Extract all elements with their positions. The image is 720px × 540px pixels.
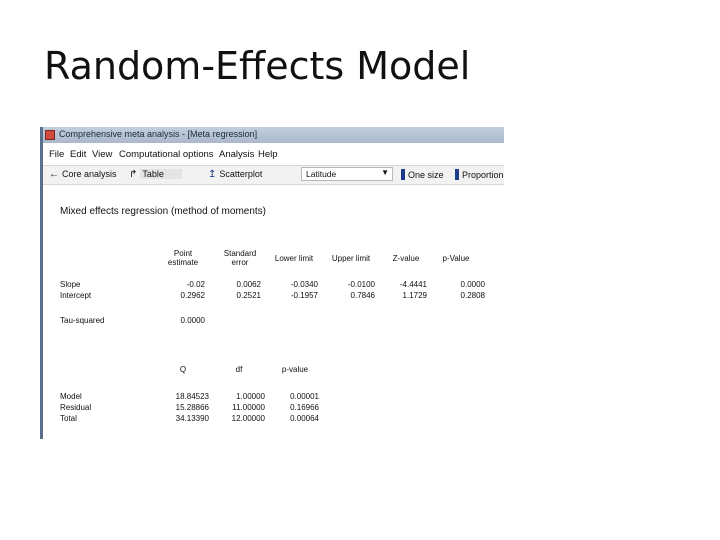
residual-df: 11.00000: [232, 403, 265, 412]
total-q: 34.13390: [175, 414, 209, 423]
slope-lower: -0.0340: [290, 280, 318, 289]
header-standard-error: [215, 249, 265, 267]
row-label-slope: Slope: [60, 280, 81, 289]
total-df: 12.00000: [231, 414, 265, 423]
covariate-select[interactable]: [301, 167, 393, 181]
slope-upper: -0.0100: [347, 280, 375, 289]
menu-analysis[interactable]: Analysis: [219, 149, 255, 160]
header-se-line1: Standard: [223, 249, 257, 258]
model-q: 18.84523: [175, 392, 209, 401]
window-titlebar[interactable]: [43, 127, 504, 143]
residual-p: 0.16966: [290, 403, 319, 412]
row-label-total: Total: [60, 414, 77, 423]
report-heading: Mixed effects regression (method of moments): [60, 206, 267, 217]
header-point-line2: estimate: [167, 258, 199, 267]
total-p: 0.00064: [290, 414, 319, 423]
menu-computational-options[interactable]: Computational options: [119, 149, 214, 160]
intercept-lower: -0.1957: [290, 291, 318, 300]
menu-edit[interactable]: Edit: [70, 149, 87, 160]
menubar: [43, 147, 504, 163]
back-arrow-icon: ←: [49, 169, 59, 180]
residual-q: 15.28866: [175, 403, 209, 412]
window-title: Comprehensive meta analysis - [Meta regression]: [59, 129, 258, 139]
tau-squared-value: 0.0000: [180, 316, 205, 325]
table-button[interactable]: [129, 169, 182, 180]
chevron-down-icon: ▼: [381, 168, 389, 177]
header-p-value: p-Value: [442, 254, 470, 263]
core-analysis-button[interactable]: [49, 169, 117, 180]
slope-p: 0.0000: [460, 280, 485, 289]
slide-title: Random-Effects Model: [44, 44, 471, 88]
marker-icon: [401, 169, 405, 180]
intercept-z: 1.1729: [402, 291, 427, 300]
table-arrow-icon: ↱: [129, 169, 138, 180]
toolbar: [43, 165, 504, 185]
header-se-line2: error: [231, 258, 249, 267]
scatterplot-label: Scatterplot: [219, 169, 263, 179]
menu-file[interactable]: File: [49, 149, 65, 160]
one-size-button[interactable]: [401, 169, 444, 180]
model-df: 1.00000: [236, 392, 265, 401]
slope-point: -0.02: [186, 280, 205, 289]
proportional-label: Proportion: [462, 170, 504, 180]
covariate-select-value: Latitude: [306, 169, 337, 179]
core-analysis-label: Core analysis: [62, 169, 117, 179]
model-p: 0.00001: [290, 392, 319, 401]
slope-z: -4.4441: [399, 280, 427, 289]
row-label-tau-squared: Tau-squared: [60, 316, 105, 325]
intercept-p: 0.2808: [460, 291, 485, 300]
proportional-button[interactable]: [455, 169, 504, 180]
app-icon: [45, 130, 55, 140]
header-upper-limit: Upper limit: [331, 254, 371, 263]
row-label-intercept: Intercept: [60, 291, 92, 300]
header-df: df: [235, 365, 243, 374]
scatterplot-icon: ↥: [208, 169, 217, 180]
one-size-label: One size: [408, 170, 444, 180]
intercept-se: 0.2521: [236, 291, 261, 300]
menu-view[interactable]: View: [92, 149, 113, 160]
intercept-upper: 0.7846: [350, 291, 375, 300]
slope-se: 0.0062: [236, 280, 261, 289]
row-label-model: Model: [60, 392, 82, 401]
proportional-marker-icon: [455, 169, 459, 180]
app-window: [40, 127, 504, 439]
header-lower-limit: Lower limit: [274, 254, 314, 263]
header-point-line1: Point: [173, 249, 193, 258]
report-area: [43, 187, 504, 439]
header-z-value: Z-value: [392, 254, 420, 263]
header-q: Q: [179, 365, 187, 374]
table-label: Table: [140, 169, 182, 179]
header-anova-p-value: p-value: [281, 365, 309, 374]
menu-help[interactable]: Help: [258, 149, 278, 160]
header-point-estimate: [161, 249, 205, 267]
intercept-point: 0.2962: [180, 291, 205, 300]
row-label-residual: Residual: [60, 403, 92, 412]
scatterplot-button[interactable]: [208, 169, 262, 180]
